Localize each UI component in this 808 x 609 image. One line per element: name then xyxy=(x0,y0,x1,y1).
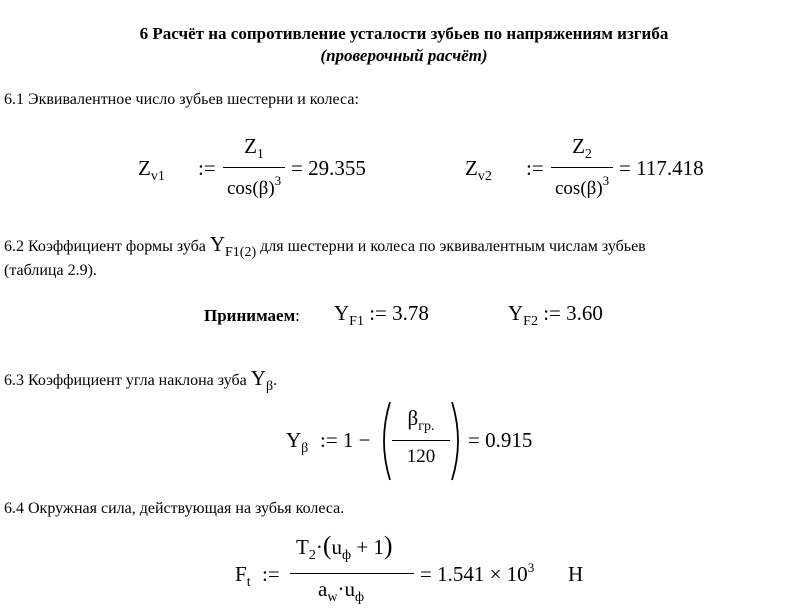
accept-label: Принимаем: xyxy=(204,306,300,325)
zv2-numerator: $Z_2$ xyxy=(572,134,592,162)
paragraph-6-4: 6.4 Окружная сила, действующая на зубья колеса. xyxy=(4,500,345,517)
section-subtitle xyxy=(0,46,808,66)
zv1-numerator: $Z_1$ xyxy=(244,134,264,162)
ybeta-right-paren xyxy=(450,400,466,482)
paragraph-6-2-line2: (таблица 2.9). xyxy=(4,262,97,279)
subtitle-open-paren: ( xyxy=(320,46,327,65)
section-title: 6 Расчёт на сопротивление усталости зубьев по напряжениям изгиба xyxy=(139,24,669,43)
zv2-result: = 117.418 xyxy=(619,156,704,180)
zv2-denominator: $\cos(\beta)^3$ xyxy=(555,173,610,199)
ft-fraction-bar xyxy=(290,573,414,574)
ybeta-lhs: $Y_\beta$ xyxy=(286,428,309,456)
ft-result: = $1.541 \times 10^3$ xyxy=(420,560,535,586)
paragraph-6-2: 6.2 Коэффициент формы зуба YF1(2) для шестерни и колеса по эквивалентным числам зубьев xyxy=(4,232,646,260)
ybeta-fraction-bar xyxy=(392,440,450,441)
ybeta-denominator: 120 xyxy=(406,446,436,467)
ft-numerator: $T_2\cdot(u_ф + 1)$ xyxy=(296,531,393,563)
zv1-denominator: $\cos(\beta)^3$ xyxy=(227,173,282,199)
formula-yf1: $Y_{F1}$ := 3.78 xyxy=(334,301,429,329)
ft-assign: := xyxy=(262,562,280,586)
zv2-fraction-bar xyxy=(551,167,613,168)
zv1-assign: := xyxy=(198,156,216,180)
formula-yf2: $Y_{F2}$ := 3.60 xyxy=(508,301,603,329)
subtitle-close-paren: ) xyxy=(481,46,488,65)
ybeta-result: = 0.915 xyxy=(468,428,533,452)
ybeta-numerator: $\beta_{гр.}$ xyxy=(407,406,435,434)
zv1-fraction-bar xyxy=(223,167,285,168)
ft-lhs: $F_t$ xyxy=(235,562,251,590)
paragraph-6-1: 6.1 Эквивалентное число зубьев шестерни и колеса: xyxy=(4,91,359,108)
ft-denominator: $a_w\cdot u_ф$ xyxy=(318,577,365,605)
zv2-lhs: $Z_{v2}$ xyxy=(465,156,492,184)
subtitle-italic-text: проверочный расчёт xyxy=(326,46,482,65)
zv1-result: = 29.355 xyxy=(291,156,366,180)
ft-unit: Н xyxy=(568,562,584,586)
zv2-assign: := xyxy=(526,156,544,180)
ybeta-assign: := 1 − xyxy=(320,428,371,452)
zv1-lhs: $Z_{v1}$ xyxy=(138,156,165,184)
paragraph-6-3: 6.3 Коэффициент угла наклона зуба Yβ. xyxy=(4,366,278,394)
